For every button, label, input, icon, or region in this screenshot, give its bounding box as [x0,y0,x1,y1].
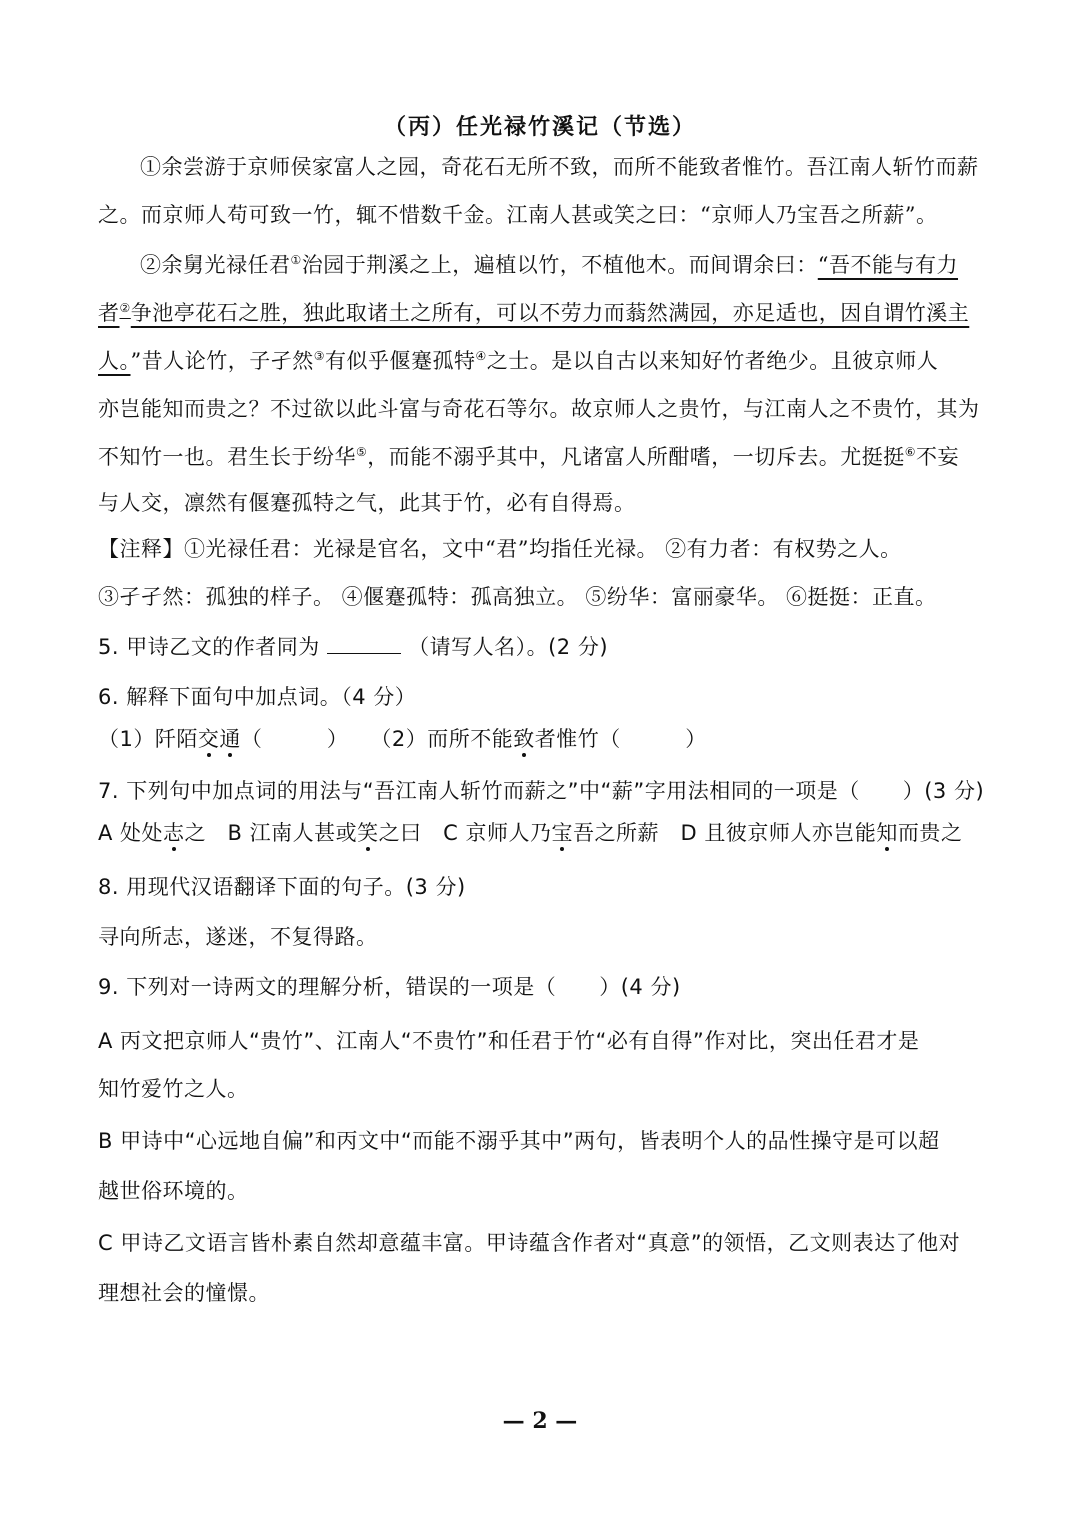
passage-line: 人。”昔人论竹，子孑然③有似乎偃蹇孤特④之士。是以自古以来知好竹者绝少。且彼京师人 [98,349,939,373]
passage-line: ②余舅光禄任君①治园于荆溪之上，遍植以竹，不植他木。而间谓余曰：“吾不能与有力 [140,253,959,277]
notes-line: 【注释】①光禄任君：光禄是官名，文中“君”均指任光禄。 ②有力者：有权势之人。 [98,537,902,561]
option-a-line[interactable]: A 丙文把京师人“贵竹”、江南人“不贵竹”和任君于竹“必有自得”作对比，突出任君才是 [98,1029,920,1053]
note-mark: ② [119,301,131,315]
option-b[interactable]: B 江南人甚或笑之曰 [227,821,422,845]
question-6-items: （1）阡陌交通（ ） （2）而所不能致者惟竹（ ） [98,727,707,751]
page-number: — 2 — [502,1408,578,1434]
option-a[interactable]: A 处处志之 [98,821,207,845]
question-6: 6. 解释下面句中加点词。（4 分） [98,685,417,709]
option-c-line[interactable]: C 甲诗乙文语言皆朴素自然却意蕴丰富。甲诗蕴含作者对“真意”的领悟，乙文则表达了他对 [98,1231,961,1255]
question-7: 7. 下列句中加点词的用法与“吾江南人斩竹而薪之”中“薪”字用法相同的一项是（ ）(3 分) [98,779,985,803]
note-mark: ④ [475,349,487,363]
option-d[interactable]: D 且彼京师人亦岂能知而贵之 [680,821,963,845]
underlined-sentence: 人。 [98,349,131,373]
passage-line: 亦岂能知而贵之？不过欲以此斗富与奇花石等尔。故京师人之贵竹，与江南人之不贵竹，其为 [98,397,980,421]
note-mark: ⑤ [356,445,368,459]
passage-line: 不知竹一也。君生长于纷华⑤，而能不溺乎其中，凡诸富人所酣嗜，一切斥去。尤挺挺⑥不妄 [98,445,960,469]
option-c-line[interactable]: 理想社会的憧憬。 [98,1281,270,1305]
option-b-line[interactable]: B 甲诗中“心远地自偏”和丙文中“而能不溺乎其中”两句，皆表明个人的品性操守是可以超 [98,1129,940,1153]
underlined-sentence: “吾不能与有力 [817,253,959,277]
dotted-word: 笑 [357,821,379,845]
passage-line: 者②争池亭花石之胜，独此取诸土之所有，可以不劳力而蓊然满园，亦足适也，因自谓竹溪主 [98,301,970,325]
answer-blank[interactable] [327,635,401,654]
passage-title: （丙）任光禄竹溪记（节选） [383,114,696,140]
dotted-word: 知 [876,821,898,845]
option-b-line[interactable]: 越世俗环境的。 [98,1179,249,1203]
answer-paren[interactable]: （ ） [240,727,338,751]
note-mark: ③ [313,349,326,363]
question-5: 5. 甲诗乙文的作者同为 （请写人名）。(2 分) [98,635,609,659]
note-mark: ⑥ [904,445,917,459]
dotted-word: 通 [219,727,241,751]
note-mark: ① [290,253,302,267]
option-a-line[interactable]: 知竹爱竹之人。 [98,1077,249,1101]
underlined-sentence: 争池亭花石之胜，独此取诸土之所有，可以不劳力而蓊然满园，亦足适也，因自谓竹溪主 [130,301,970,325]
question-8: 8. 用现代汉语翻译下面的句子。(3 分) [98,875,466,899]
option-c[interactable]: C 京师人乃宝吾之所薪 [443,821,659,845]
question-7-options [98,818,962,848]
dotted-word: 致 [513,727,535,751]
dotted-word: 宝 [551,821,573,845]
passage-line: 之。而京师人苟可致一竹，辄不惜数千金。江南人甚或笑之曰：“京师人乃宝吾之所薪”。 [98,203,938,227]
passage-line: 与人交，凛然有偃蹇孤特之气，此其于竹，必有自得焉。 [98,491,636,515]
dotted-word: 志 [163,821,185,845]
dotted-word: 交 [197,727,220,751]
passage-line: ①余尝游于京师侯家富人之园，奇花石无所不致，而所不能致者惟竹。吾江南人斩竹而薪 [140,155,979,179]
notes-line: ③孑孑然：孤独的样子。 ④偃蹇孤特：孤高独立。 ⑤纷华：富丽豪华。 ⑥挺挺：正直。 [98,585,937,609]
question-8-sentence: 寻向所志，遂迷，不复得路。 [98,925,378,949]
question-9: 9. 下列对一诗两文的理解分析，错误的一项是（ ）(4 分) [98,975,681,999]
